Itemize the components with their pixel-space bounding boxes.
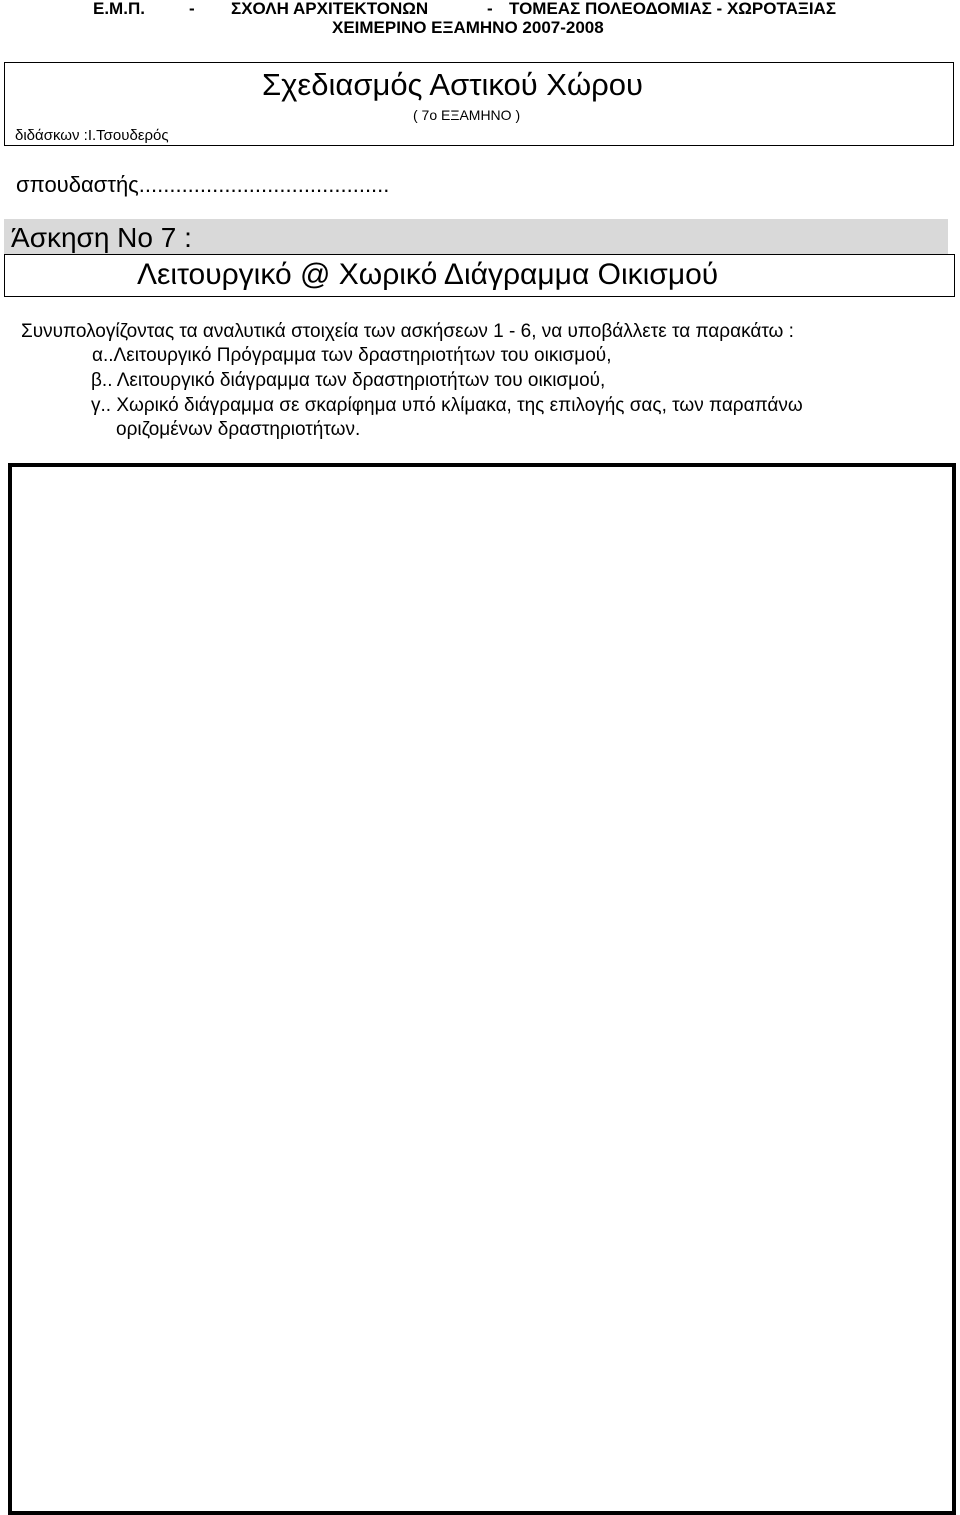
student-name-field: σπουδαστής.........................................: [16, 172, 390, 197]
exercise-title: Λειτουργικό @ Χωρικό Διάγραμμα Οικισμού: [137, 258, 719, 291]
header-separator: -: [487, 0, 493, 18]
course-title: Σχεδιασμός Αστικού Χώρου: [262, 67, 643, 102]
department-name: ΤΟΜΕΑΣ ΠΟΛΕΟΔΟΜΙΑΣ - ΧΩΡΟΤΑΞΙΑΣ: [509, 0, 837, 18]
exercise-number: Άσκηση Νο 7 :: [11, 222, 192, 253]
university-abbrev: Ε.Μ.Π.: [93, 0, 145, 18]
instruction-item-c-continued: οριζομένων δραστηριοτήτων.: [116, 419, 361, 440]
course-semester: ( 7ο ΕΞΑΜΗΝΟ ): [413, 107, 521, 123]
school-header-line: [93, 0, 836, 17]
instruction-item-c: γ.. Χωρικό διάγραμμα σε σκαρίφημα υπό κλίμακα, της επιλογής σας, των παραπάνω: [91, 395, 803, 416]
school-name: ΣΧΟΛΗ ΑΡΧΙΤΕΚΤΟΝΩΝ: [231, 0, 429, 18]
drawing-area-frame: [8, 463, 956, 1515]
header-separator: -: [189, 0, 195, 18]
instructor-label: διδάσκων :Ι.Τσουδερός: [15, 127, 169, 144]
instructions-intro: Συνυπολογίζοντας τα αναλυτικά στοιχεία των ασκήσεων 1 - 6, να υποβάλλετε τα παρακάτω :: [21, 321, 794, 342]
instruction-item-a: α..Λειτουργικό Πρόγραμμα των δραστηριοτήτων του οικισμού,: [92, 345, 612, 366]
instruction-item-b: β.. Λειτουργικό διάγραμμα των δραστηριοτήτων του οικισμού,: [91, 370, 606, 391]
academic-semester: ΧΕΙΜΕΡΙΝΟ ΕΞΑΜΗΝΟ 2007-2008: [332, 18, 604, 37]
